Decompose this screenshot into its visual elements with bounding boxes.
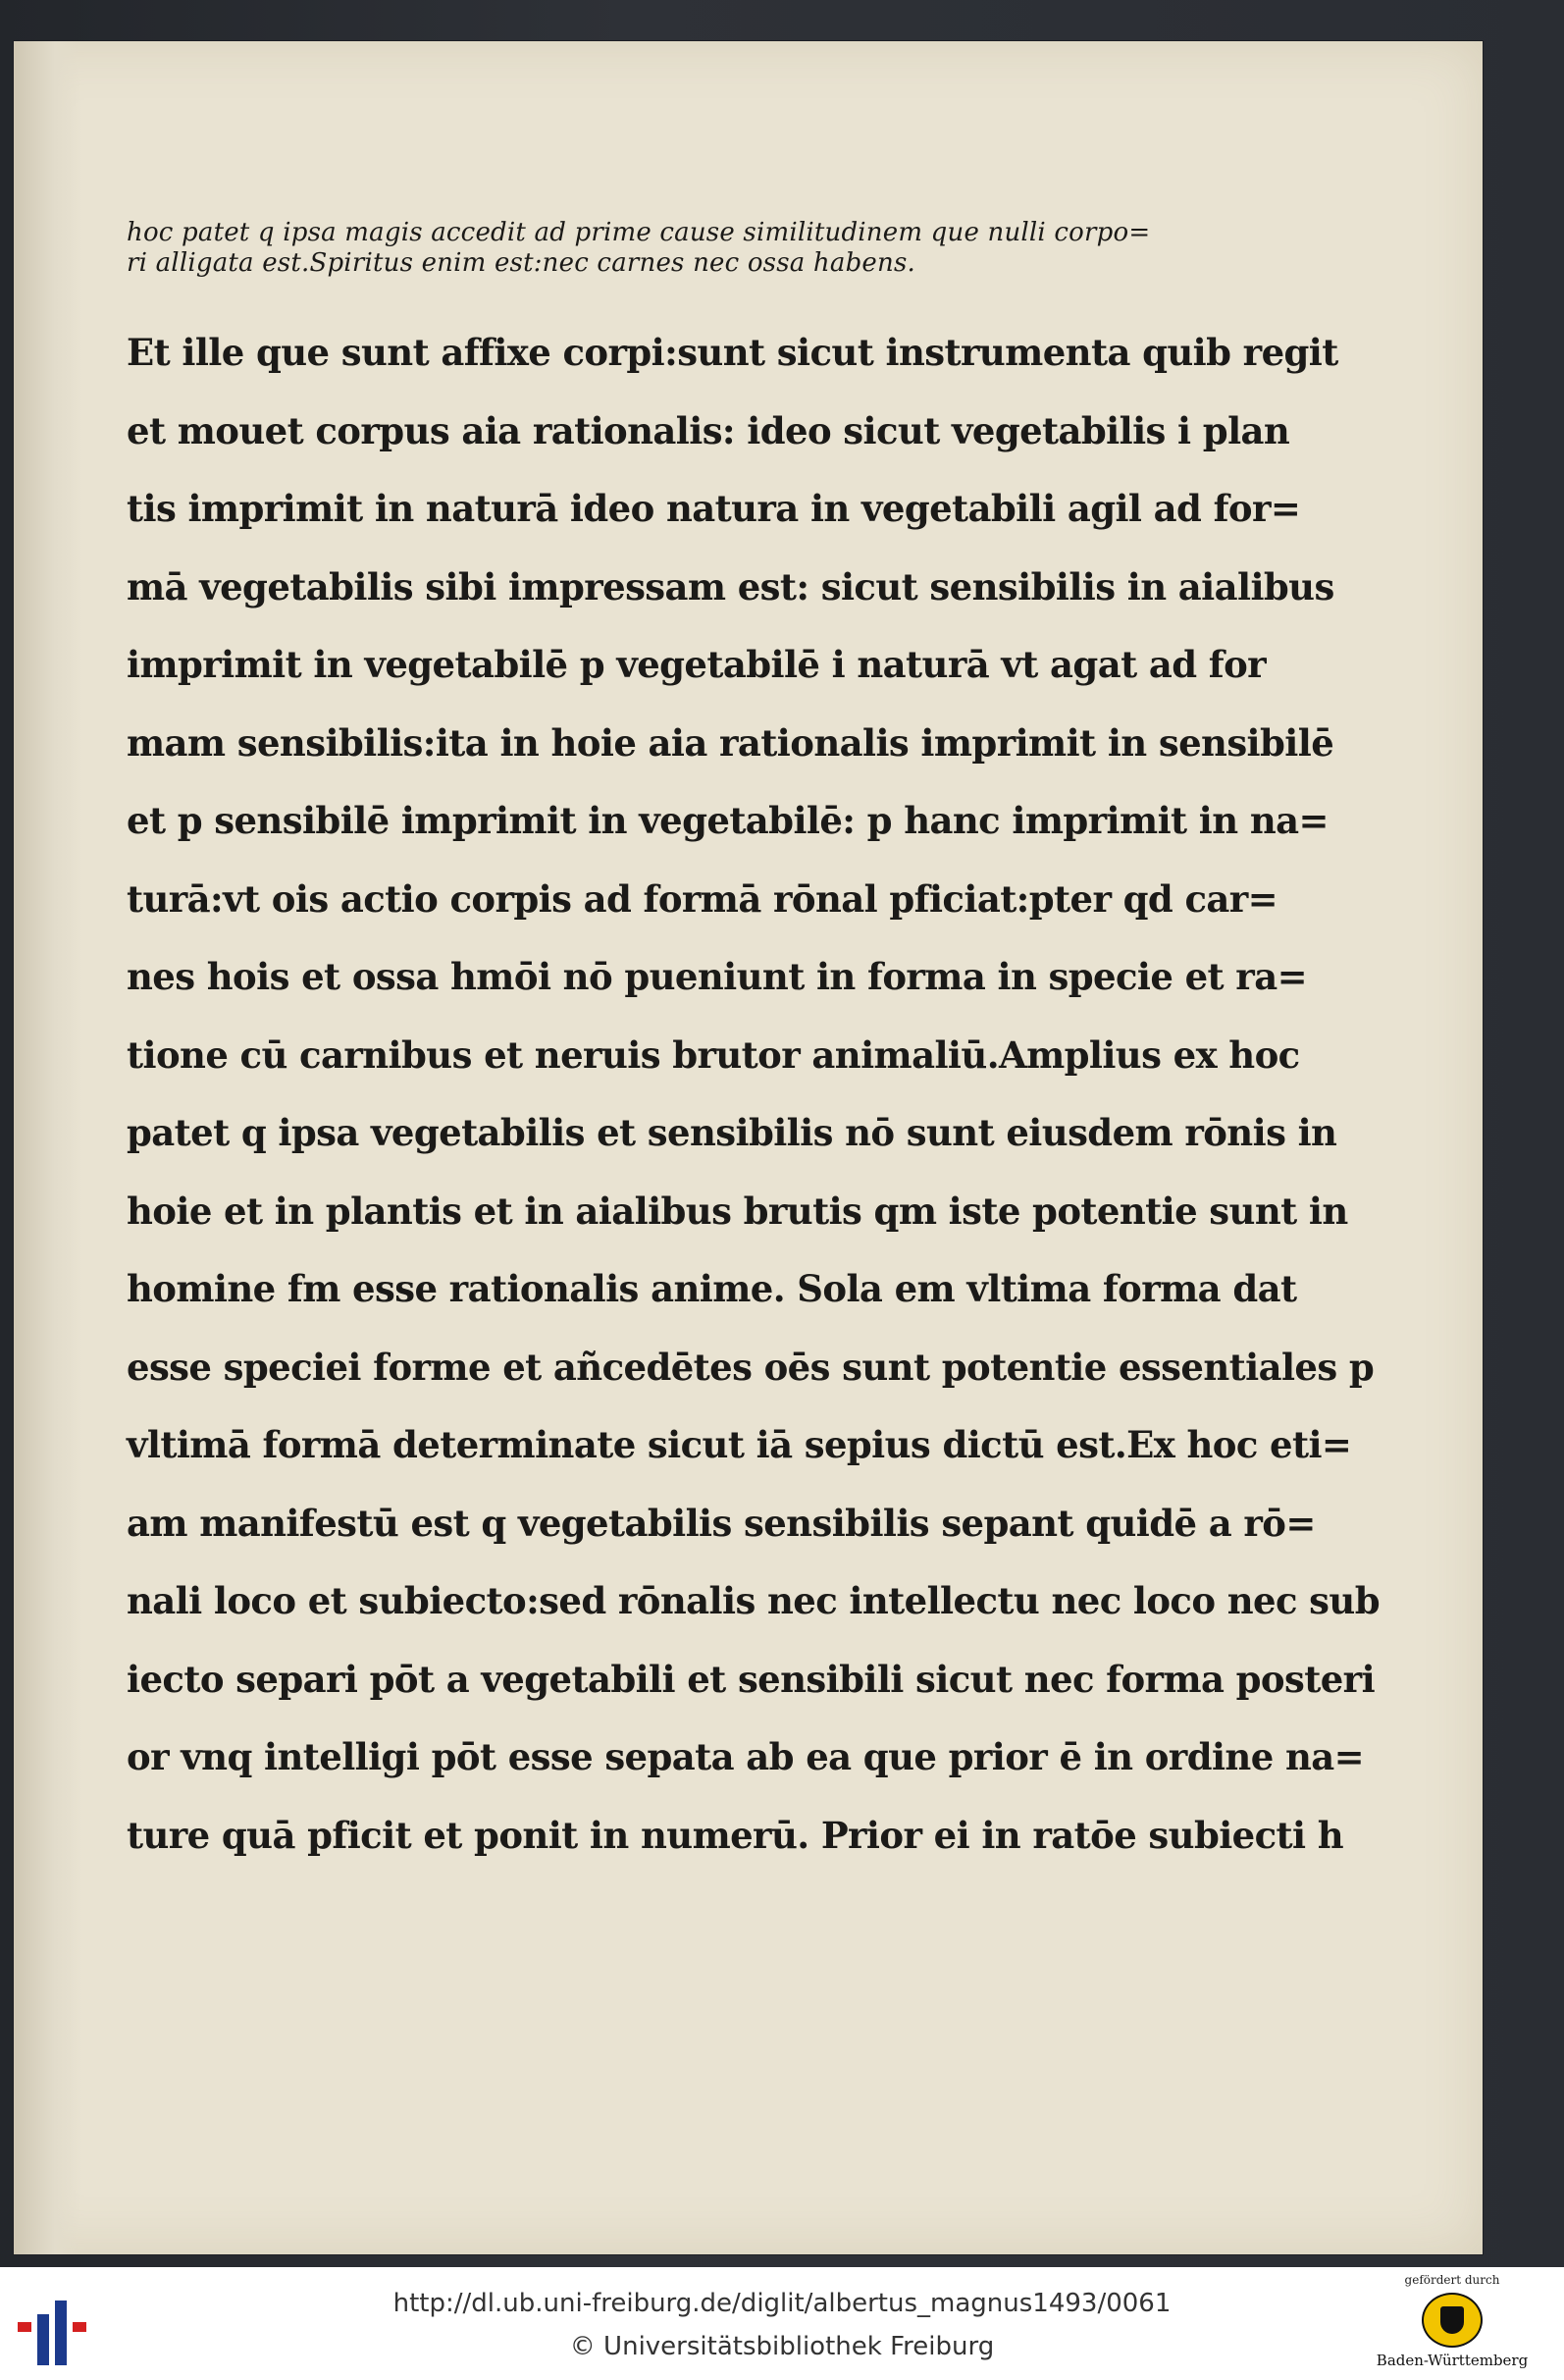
sponsor-name: Baden-Württemberg — [1376, 2352, 1529, 2369]
text-line: homine fm esse rationalis anime. Sola em vltima forma dat — [127, 1267, 1297, 1310]
page-gutter — [14, 41, 82, 2254]
text-line: esse speciei forme et añcedētes oēs sunt potentie essentiales p — [127, 1345, 1375, 1389]
note-line: ri alligata est.Spiritus enim est:nec carnes nec ossa habens. — [127, 248, 915, 278]
text-line: nes hois et ossa hmōi nō pueniunt in forma in specie et ra= — [127, 955, 1307, 998]
text-line: am manifestū est q vegetabilis sensibilis sepant quidē a rō= — [127, 1501, 1316, 1545]
text-line: et p sensibilē imprimit in vegetabilē: p hanc imprimit in na= — [127, 799, 1329, 842]
text-line: nali loco et subiecto:sed rōnalis nec intellectu nec loco nec sub — [127, 1579, 1380, 1622]
sponsor-label: gefördert durch — [1404, 2273, 1500, 2287]
scanned-page — [14, 41, 1483, 2254]
text-line: imprimit in vegetabilē p vegetabilē i naturā vt agat ad for — [127, 643, 1267, 686]
text-line: vltimā formā determinate sicut iā sepius dictū est.Ex hoc eti= — [127, 1423, 1352, 1466]
text-line: et mouet corpus aia rationalis: ideo sicut vegetabilis i plan — [127, 408, 1290, 452]
text-line: Et ille que sunt affixe corpi:sunt sicut instrumenta quib regit — [127, 331, 1338, 374]
text-block — [127, 218, 1380, 1875]
text-line: tione cū carnibus et neruis brutor animaliū.Amplius ex hoc — [127, 1032, 1300, 1077]
crest-icon — [1422, 2293, 1483, 2348]
text-line: mam sensibilis:ita in hoie aia rationalis imprimit in sensibilē — [127, 720, 1334, 765]
text-line: tis imprimit in naturā ideo natura in vegetabili agil ad for= — [127, 487, 1301, 530]
text-line: ture quā pficit et ponit in numerū. Prior ei in ratōe subiecti h — [127, 1813, 1344, 1857]
text-line: or vnq intelligi pōt esse sepata ab ea que prior ē in ordine na= — [127, 1735, 1365, 1778]
text-line: mā vegetabilis sibi impressam est: sicut sensibilis in aialibus — [127, 564, 1334, 608]
text-line: patet q ipsa vegetabilis et sensibilis nō sunt eiusdem rōnis in — [127, 1111, 1337, 1154]
text-line: turā:vt ois actio corpis ad formā rōnal pficiat:pter qd car= — [127, 876, 1278, 921]
page-url[interactable]: http://dl.ub.uni-freiburg.de/diglit/albertus_magnus1493/0061 — [392, 2289, 1172, 2318]
text-line: hoie et in plantis et in aialibus brutis qm iste potentie sunt in — [127, 1189, 1348, 1233]
main-text — [127, 314, 1380, 1875]
footer-bar — [0, 2267, 1564, 2380]
text-line: iecto separi pōt a vegetabili et sensibili sicut nec forma posteri — [127, 1657, 1376, 1701]
copyright-text: © Universitätsbibliothek Freiburg — [569, 2332, 995, 2361]
note-line: hoc patet q ipsa magis accedit ad prime cause similitudinem que nulli corpo= — [127, 218, 1151, 247]
sponsor-logo[interactable] — [1354, 2273, 1550, 2376]
marginal-note — [127, 218, 1157, 279]
